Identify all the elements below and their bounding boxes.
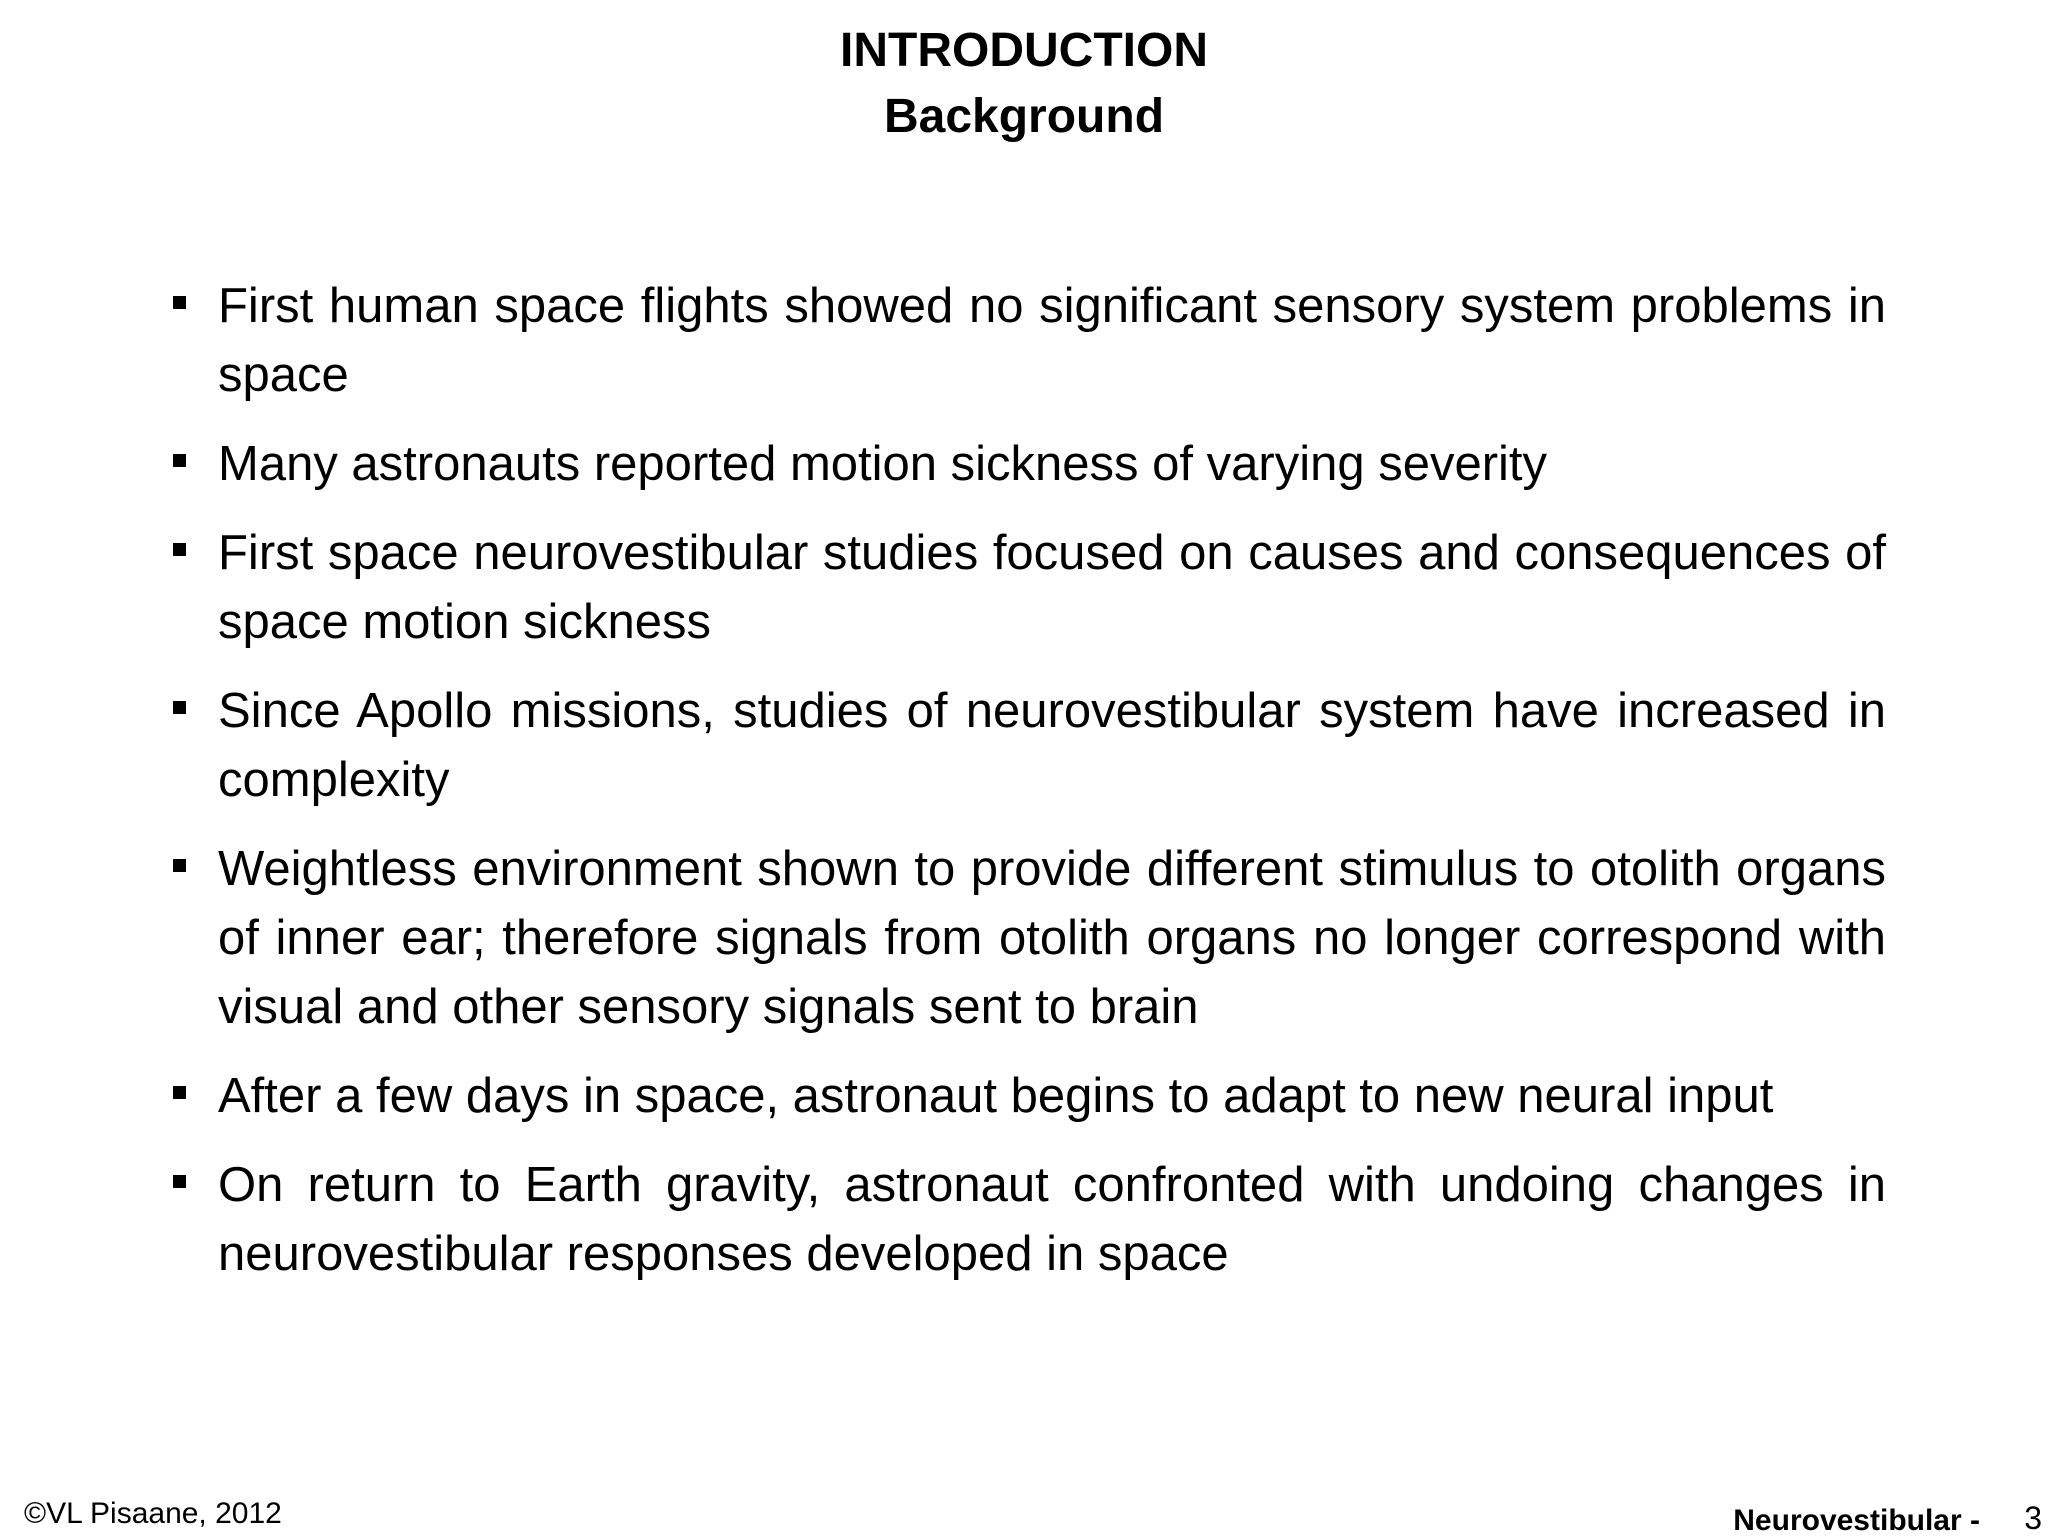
bullet-text: After a few days in space, astronaut begins to adapt to new neural input [218,1069,1774,1123]
bullet-text: Many astronauts reported motion sickness of varying severity [218,437,1548,491]
bullet-text: On return to Earth gravity, astronaut confronted with undoing changes in neurovestibular responses developed in space [218,1158,1886,1281]
slide-title: INTRODUCTION [840,24,1208,77]
bullet-text: Weightless environment shown to provide different stimulus to otolith organs of inner ear; therefore signals from otolith organs no longer correspond with visual and other sensory signals sent to brain [218,842,1886,1034]
bullet-item [170,677,1886,815]
slide-subtitle: Background [883,90,1165,143]
copyright-notice: ©VL Pisaane, 2012 [24,1497,282,1530]
section-label: Neurovestibular - [1733,1504,1980,1537]
square-bullet-icon [173,701,186,714]
bullet-item [170,272,1886,410]
bullet-item [170,1062,1886,1131]
square-bullet-icon [173,1086,186,1099]
bullet-text: First human space flights showed no significant sensory system problems in space [218,279,1886,402]
bullet-text: Since Apollo missions, studies of neurovestibular system have increased in complexity [218,684,1886,807]
square-bullet-icon [173,859,186,872]
bullet-item [170,835,1886,1042]
bullet-list [170,272,1886,1309]
square-bullet-icon [173,454,186,467]
square-bullet-icon [173,543,186,556]
bullet-item [170,430,1886,499]
bullet-item [170,1151,1886,1289]
square-bullet-icon [173,296,186,309]
square-bullet-icon [173,1175,186,1188]
page-number: 3 [2024,1500,2042,1536]
bullet-item [170,519,1886,657]
bullet-text: First space neurovestibular studies focused on causes and consequences of space motion sickness [218,526,1886,649]
